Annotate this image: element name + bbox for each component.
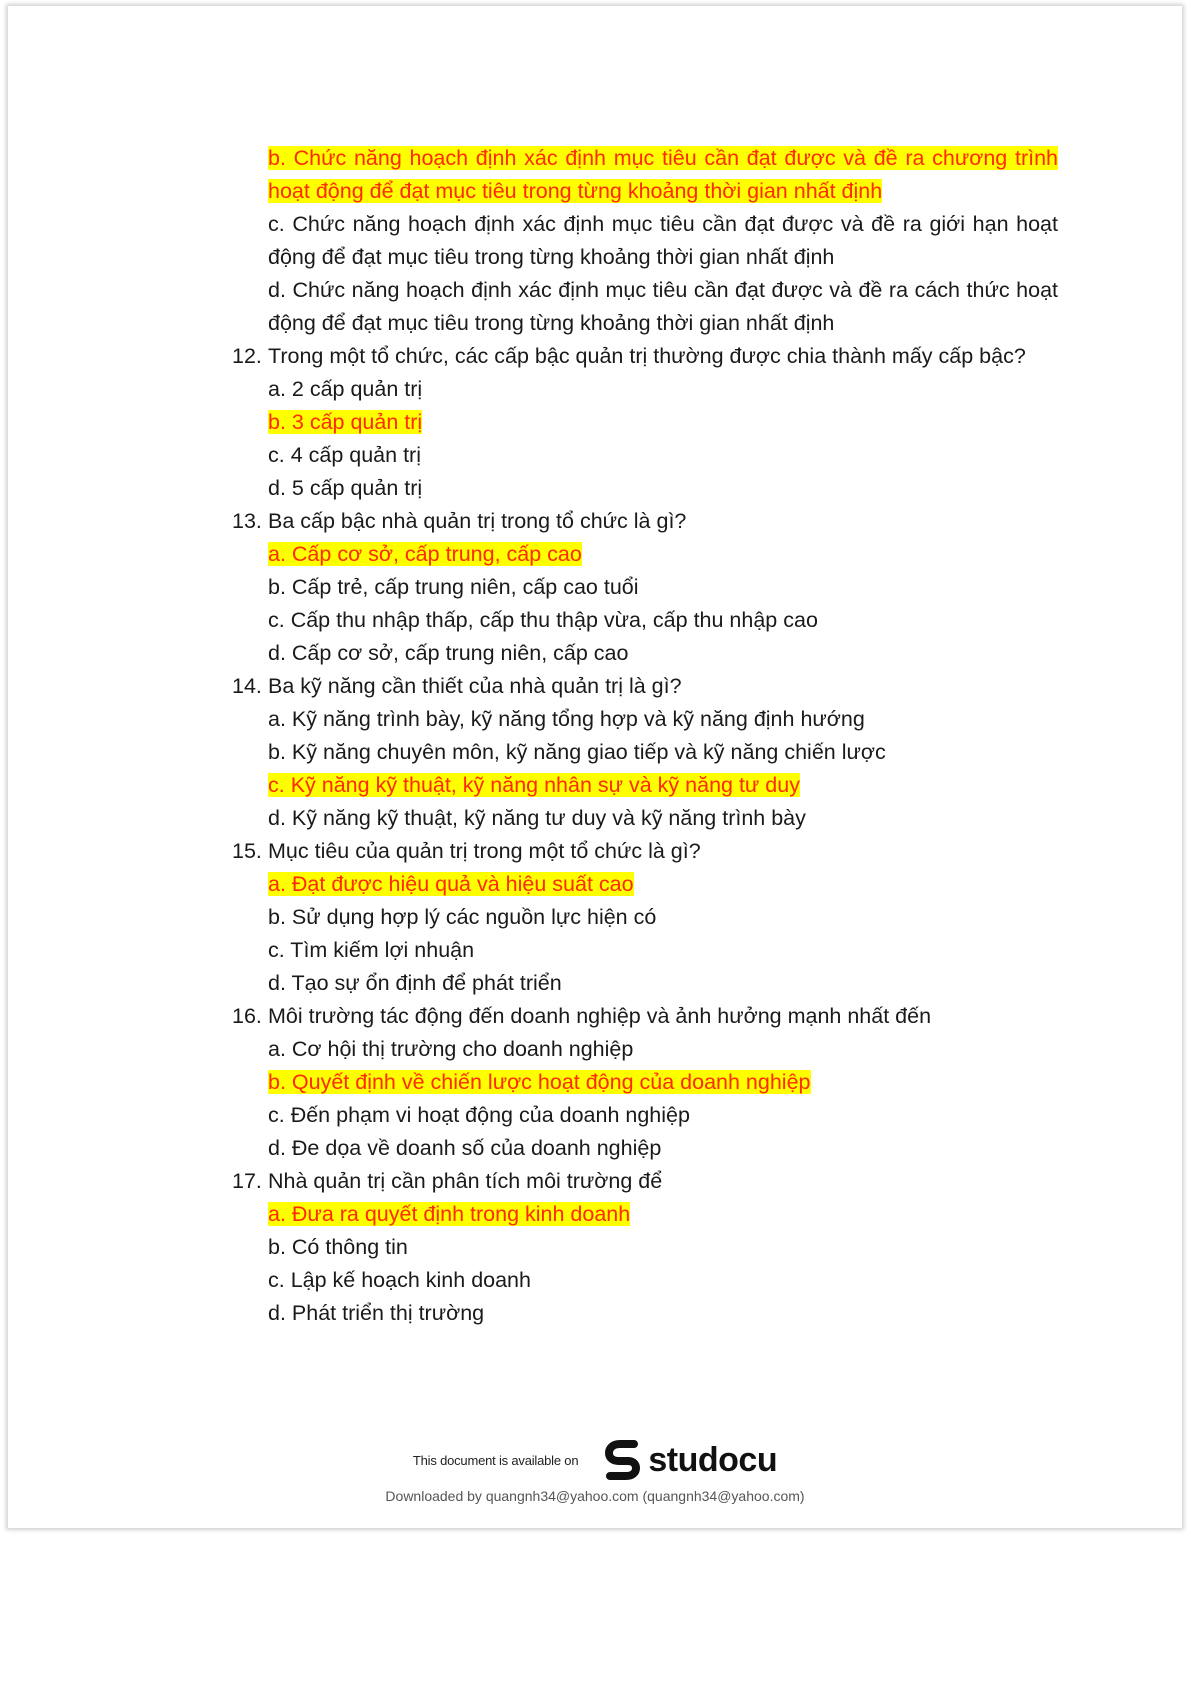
answer-option <box>232 208 1058 274</box>
answer-option <box>232 1264 1058 1297</box>
option-text: d. Tạo sự ổn định để phát triển <box>268 971 562 995</box>
question-row <box>232 670 1058 703</box>
option-text: a. Đưa ra quyết định trong kinh doanh <box>268 1202 631 1226</box>
option-text: c. Chức năng hoạch định xác định mục tiêu cần đạt được và đề ra giới hạn hoạt động để đạt mục tiêu trong từng khoảng thời gian nhất định <box>268 212 1058 269</box>
question-number: 17. <box>232 1169 262 1193</box>
studocu-s-icon <box>604 1438 644 1482</box>
question-row <box>232 1000 1058 1033</box>
option-text: b. Chức năng hoạch định xác định mục tiêu cần đạt được và đề ra chương trình hoạt động để đạt mục tiêu trong từng khoảng thời gian nhất định <box>268 146 1058 203</box>
question-row <box>232 1165 1058 1198</box>
answer-option <box>232 274 1058 340</box>
downloaded-by-text: Downloaded by quangnh34@yahoo.com (quangnh34@yahoo.com) <box>385 1488 805 1504</box>
question-number: 12. <box>232 344 262 368</box>
answer-option <box>232 1231 1058 1264</box>
option-text: a. Cơ hội thị trường cho doanh nghiệp <box>268 1037 634 1061</box>
option-text: c. Tìm kiếm lợi nhuận <box>268 938 475 962</box>
question-row <box>232 340 1058 373</box>
question-text: Môi trường tác động đến doanh nghiệp và ảnh hưởng mạnh nhất đến <box>268 1004 932 1028</box>
option-text: d. Chức năng hoạch định xác định mục tiêu cần đạt được và đề ra cách thức hoạt động để đạt mục tiêu trong từng khoảng thời gian nhất định <box>268 278 1058 335</box>
answer-option <box>232 571 1058 604</box>
option-text: c. Lập kế hoạch kinh doanh <box>268 1268 531 1292</box>
answer-option <box>232 439 1058 472</box>
option-text: d. Kỹ năng kỹ thuật, kỹ năng tư duy và kỹ năng trình bày <box>268 806 806 830</box>
question-text: Ba cấp bậc nhà quản trị trong tổ chức là gì? <box>268 509 687 533</box>
option-text: d. Phát triển thị trường <box>268 1301 485 1325</box>
document-page <box>8 6 1182 1528</box>
option-text: a. Kỹ năng trình bày, kỹ năng tổng hợp và kỹ năng định hướng <box>268 707 865 731</box>
question-row <box>232 835 1058 868</box>
question-text: Nhà quản trị cần phân tích môi trường để <box>268 1169 663 1193</box>
availability-text: This document is available on <box>412 1452 579 1468</box>
option-text: c. Kỹ năng kỹ thuật, kỹ năng nhân sự và kỹ năng tư duy <box>268 773 800 797</box>
answer-option <box>232 1099 1058 1132</box>
answer-option <box>232 736 1058 769</box>
question-row <box>232 505 1058 538</box>
option-text: c. Cấp thu nhập thấp, cấp thu thập vừa, cấp thu nhập cao <box>268 608 818 632</box>
question-number: 15. <box>232 839 262 863</box>
question-text: Ba kỹ năng cần thiết của nhà quản trị là gì? <box>268 674 682 698</box>
availability-line <box>8 1438 1182 1482</box>
answer-option <box>232 373 1058 406</box>
answer-option <box>232 934 1058 967</box>
option-text: d. Đe dọa về doanh số của doanh nghiệp <box>268 1136 662 1160</box>
option-text: b. Kỹ năng chuyên môn, kỹ năng giao tiếp và kỹ năng chiến lược <box>268 740 886 764</box>
option-text: d. 5 cấp quản trị <box>268 476 423 500</box>
question-number: 16. <box>232 1004 262 1028</box>
option-text: b. Cấp trẻ, cấp trung niên, cấp cao tuổi <box>268 575 639 599</box>
answer-option-correct <box>232 142 1058 208</box>
answer-option-correct <box>232 1066 1058 1099</box>
answer-option <box>232 802 1058 835</box>
answer-option-correct <box>232 1198 1058 1231</box>
studocu-logo-text: studocu <box>648 1440 778 1479</box>
option-text: b. Sử dụng hợp lý các nguồn lực hiện có <box>268 905 657 929</box>
option-text: c. 4 cấp quản trị <box>268 443 421 467</box>
option-text: a. 2 cấp quản trị <box>268 377 423 401</box>
answer-option <box>232 967 1058 1000</box>
option-text: a. Cấp cơ sở, cấp trung, cấp cao <box>268 542 582 566</box>
question-text: Trong một tổ chức, các cấp bậc quản trị thường được chia thành mấy cấp bậc? <box>268 344 1026 368</box>
answer-option <box>232 901 1058 934</box>
answer-option <box>232 1033 1058 1066</box>
option-text: b. 3 cấp quản trị <box>268 410 423 434</box>
answer-option <box>232 604 1058 637</box>
studocu-logo[interactable] <box>604 1438 777 1482</box>
answer-option <box>232 703 1058 736</box>
question-text: Mục tiêu của quản trị trong một tổ chức là gì? <box>268 839 701 863</box>
answer-option <box>232 637 1058 670</box>
page-footer <box>8 1438 1182 1504</box>
question-number: 14. <box>232 674 262 698</box>
option-text: d. Cấp cơ sở, cấp trung niên, cấp cao <box>268 641 629 665</box>
option-text: a. Đạt được hiệu quả và hiệu suất cao <box>268 872 634 896</box>
answer-option-correct <box>232 769 1058 802</box>
option-text: b. Quyết định về chiến lược hoạt động của doanh nghiệp <box>268 1070 811 1094</box>
answer-option-correct <box>232 868 1058 901</box>
answer-option-correct <box>232 538 1058 571</box>
answer-option <box>232 1132 1058 1165</box>
question-list <box>232 142 1058 1330</box>
question-number: 13. <box>232 509 262 533</box>
option-text: b. Có thông tin <box>268 1235 408 1259</box>
answer-option-correct <box>232 406 1058 439</box>
option-text: c. Đến phạm vi hoạt động của doanh nghiệp <box>268 1103 690 1127</box>
answer-option <box>232 472 1058 505</box>
answer-option <box>232 1297 1058 1330</box>
